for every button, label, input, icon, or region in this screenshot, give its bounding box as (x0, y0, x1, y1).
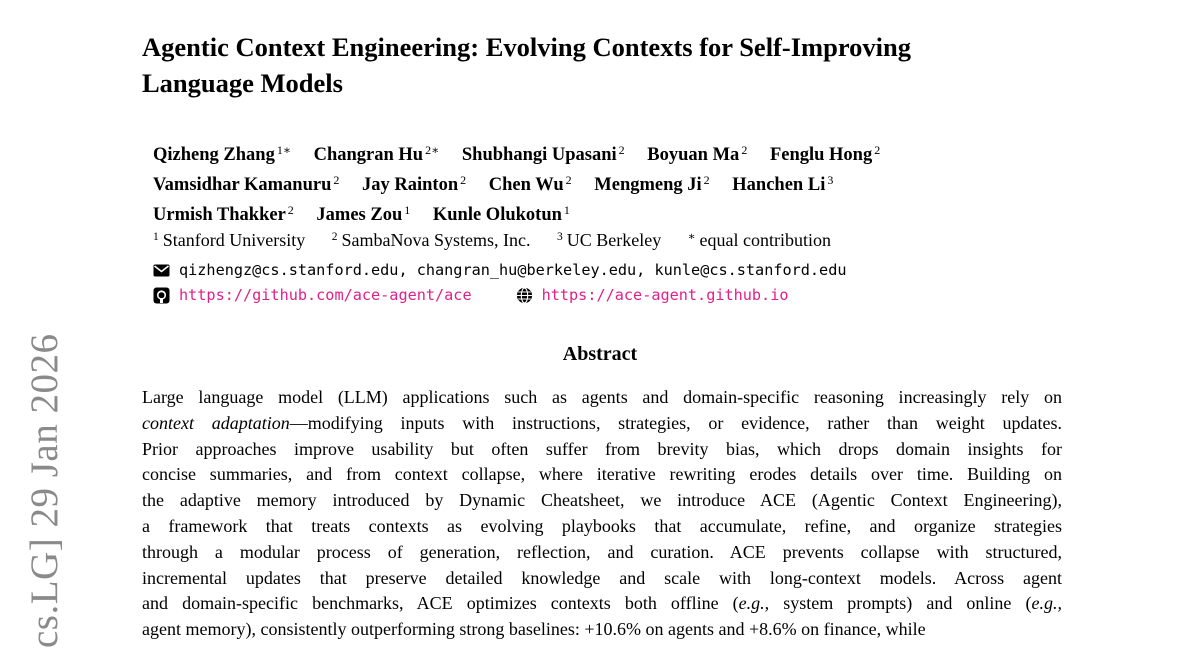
affiliation-text: SambaNova Systems, Inc. (341, 230, 531, 250)
author-list (153, 138, 1053, 228)
email-line (153, 258, 847, 283)
abstract-heading: Abstract (562, 343, 638, 365)
author-name: Qizheng Zhang (153, 145, 275, 165)
affiliation-text: UC Berkeley (566, 230, 662, 250)
author (314, 145, 440, 165)
email-addresses: qizhengz@cs.stanford.edu, changran_hu@berkeley.edu, kunle@cs.stanford.edu (179, 261, 847, 279)
arxiv-identifier-stamp: cs.LG] 29 Jan 2026 (23, 333, 66, 648)
author (732, 175, 833, 195)
affiliation (557, 230, 661, 250)
abstract-line: Large language model (LLM) applications such as agents and domain-specific reasoning increasingly rely on (142, 387, 1062, 407)
author (647, 145, 747, 165)
author-name: Urmish Thakker (153, 205, 286, 225)
abstract-line: a framework that treats contexts as evolving playbooks that accumulate, refine, and organize strategies (142, 515, 1062, 536)
author (433, 205, 570, 225)
author-affiliation-mark: 3 (827, 173, 834, 187)
author-row-1 (153, 138, 1053, 168)
author (489, 175, 572, 195)
author-name: Changran Hu (313, 145, 424, 165)
envelope-icon (153, 262, 170, 279)
author (153, 175, 339, 195)
author-row-2 (153, 168, 1053, 198)
affiliation-list (153, 225, 853, 252)
author (594, 175, 709, 195)
author-name: James Zou (316, 205, 403, 225)
author-affiliation-mark: 2 (460, 173, 467, 187)
author-affiliation-mark: 2 (874, 143, 881, 157)
author-name: Chen Wu (488, 175, 564, 195)
links-line (153, 283, 847, 308)
author-affiliation-mark: 1 (404, 203, 411, 217)
affiliation (153, 230, 305, 250)
author-affiliation-mark: 2 (287, 203, 294, 217)
author-affiliation-mark: 1 (563, 203, 570, 217)
author-affiliation-mark: 2 (618, 143, 625, 157)
author-affiliation-mark: 2 (741, 143, 748, 157)
author-name: Hanchen Li (732, 175, 826, 195)
author-name: Shubhangi Upasani (461, 145, 617, 165)
author (316, 205, 410, 225)
author-row-3 (153, 198, 1053, 228)
author-name: Boyuan Ma (647, 145, 740, 165)
author (770, 145, 880, 165)
author-name: Jay Rainton (362, 175, 459, 195)
author (462, 145, 625, 165)
author-affiliation-mark: 2∗ (425, 143, 440, 157)
author-name: Fenglu Hong (769, 145, 873, 165)
github-icon (153, 287, 170, 304)
title-line-1: Agentic Context Engineering: Evolving Contexts for Self-Improving (142, 32, 911, 62)
title-line-2: Language Models (142, 68, 343, 98)
author-name: Vamsidhar Kamanuru (153, 175, 332, 195)
author (153, 145, 291, 165)
affiliation-text: equal contribution (699, 230, 831, 250)
author-affiliation-mark: 2 (703, 173, 710, 187)
abstract-line: incremental updates that preserve detailed knowledge and scale with long-context models. Across agent (142, 567, 1062, 588)
github-link[interactable]: https://github.com/ace-agent/ace (179, 286, 472, 304)
paper-title (142, 29, 1062, 101)
affiliation (332, 230, 531, 250)
abstract-body (142, 385, 1062, 643)
author-affiliation-mark: 2 (333, 173, 340, 187)
abstract-line: through a modular process of generation, reflection, and curation. ACE prevents collapse with structured, (142, 541, 1062, 562)
abstract-line: and domain-specific benchmarks, ACE optimizes contexts both offline (e.g., system prompts) and online (e.g., (142, 593, 1062, 614)
author-name: Mengmeng Ji (594, 175, 702, 195)
abstract-line: concise summaries, and from context collapse, where iterative rewriting erodes details over time. Building on (142, 464, 1062, 485)
affiliation (688, 230, 831, 250)
author-name: Kunle Olukotun (432, 205, 562, 225)
affiliation-text: Stanford University (162, 230, 306, 250)
abstract-line: the adaptive memory introduced by Dynamic Cheatsheet, we introduce ACE (Agentic Context Engineering), (142, 490, 1062, 511)
abstract-line: context adaptation—modifying inputs with instructions, strategies, or evidence, rather than weight updates. (142, 412, 1062, 433)
affiliation-mark: 2 (331, 231, 338, 243)
website-link[interactable]: https://ace-agent.github.io (541, 286, 789, 304)
author (153, 205, 294, 225)
affiliation-mark: 1 (153, 231, 159, 243)
abstract-line: agent memory), consistently outperforming strong baselines: +10.6% on agents and +8.6% on finance, while (142, 619, 926, 640)
affiliation-mark: 3 (556, 231, 563, 243)
author-affiliation-mark: 2 (565, 173, 572, 187)
author-affiliation-mark: 1∗ (276, 143, 291, 157)
contact-block (153, 258, 847, 308)
abstract-line: Prior approaches improve usability but often suffer from brevity bias, which drops domain insights for (142, 438, 1062, 459)
globe-icon (516, 287, 533, 304)
author (362, 175, 466, 195)
affiliation-mark: ∗ (687, 231, 696, 243)
